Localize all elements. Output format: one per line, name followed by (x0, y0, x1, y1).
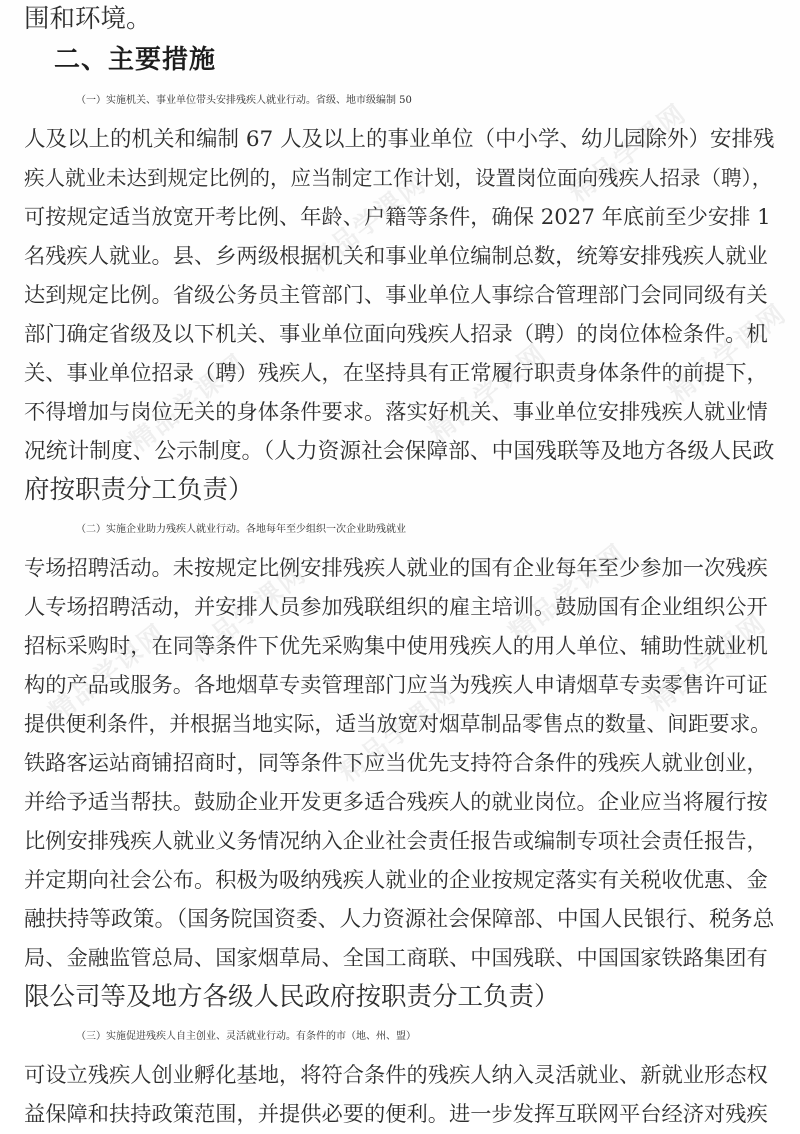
watermark-text: 精品学课网 (303, 168, 433, 279)
body-line: 人专场招聘活动，并安排人员参加残联组织的雇主培训。鼓励国有企业组织公开 (24, 595, 768, 620)
watermark-text: 精品学课网 (333, 678, 463, 789)
body-line: 招标采购时，在同等条件下优先采购集中使用残疾人的用人单位、辅助性就业机 (24, 634, 768, 659)
body-line: 疾人就业未达到规定比例的，应当制定工作计划，设置岗位面向残疾人招录（聘）， (24, 166, 773, 190)
body-line-clipped: 益保障和扶持政策范围，并提供必要的便利。进一步发挥互联网平台经济对残疾 (24, 1102, 768, 1127)
body-line: 专场招聘活动。未按规定比例安排残疾人就业的国有企业每年至少参加一次残疾 (24, 556, 768, 581)
body-line: 部门确定省级及以下机关、事业单位面向残疾人招录（聘）的岗位体检条件。机 (24, 322, 768, 347)
watermark-text: 精品学课网 (123, 348, 253, 459)
body-line: 并定期向社会公布。积极为吸纳残疾人就业的企业按规定落实有关税收优惠、金 (24, 868, 768, 893)
paragraph-opening-line: （三）实施促进残疾人自主创业、灵活就业行动。有条件的市（地、州、盟） (76, 1031, 416, 1042)
watermark-text: 精品学课网 (643, 608, 773, 719)
body-line: 府按职责分工负责） (24, 475, 254, 505)
watermark-text: 精品学课网 (183, 558, 313, 669)
body-line: 达到规定比例。省级公务员主管部门、事业单位人事综合管理部门会同同级有关 (24, 283, 768, 308)
paragraph-opening-line: （二）实施企业助力残疾人就业行动。各地每年至少组织一次企业助残就业 (76, 524, 406, 535)
watermark-text: 精品学课网 (423, 338, 553, 449)
body-line: 并给予适当帮扶。鼓励企业开发更多适合残疾人的就业岗位。企业应当将履行按 (24, 790, 768, 815)
body-line: 铁路客运站商铺招商时，同等条件下应当优先支持符合条件的残疾人就业创业， (24, 751, 768, 776)
body-line: 构的产品或服务。各地烟草专卖管理部门应当为残疾人申请烟草专卖零售许可证 (24, 673, 768, 698)
body-line: 况统计制度、公示制度。（人力资源社会保障部、中国残联等及地方各级人民政 (24, 439, 775, 464)
body-line: 比例安排残疾人就业义务情况纳入企业社会责任报告或编制专项社会责任报告， (24, 829, 768, 854)
body-line: 关、事业单位招录（聘）残疾人，在坚持具有正常履行职责身体条件的前提下， (24, 361, 768, 386)
body-line: 可按规定适当放宽开考比例、年龄、户籍等条件，确保 2027 年底前至少安排 1 (24, 205, 771, 230)
body-line: 局、金融监管总局、国家烟草局、全国工商联、中国残联、中国国家铁路集团有 (24, 946, 768, 971)
body-line: 融扶持等政策。（国务院国资委、人力资源社会保障部、中国人民银行、税务总 (24, 907, 775, 932)
body-line: 名残疾人就业。县、乡两级根据机关和事业单位编制总数，统筹安排残疾人就业 (24, 244, 768, 269)
section-heading: 二、主要措施 (54, 45, 217, 75)
body-line: 限公司等及地方各级人民政府按职责分工负责） (24, 982, 560, 1012)
watermark-text: 精品学课网 (663, 298, 793, 409)
paragraph-opening-line: （一）实施机关、事业单位带头安排残疾人就业行动。省级、地市级编制 50 (76, 95, 412, 106)
body-line: 提供便利条件，并根据当地实际，适当放宽对烟草制品零售点的数量、间距要求。 (24, 712, 772, 736)
watermark-text: 精品学课网 (563, 98, 693, 209)
watermark-text: 精品学课网 (43, 618, 173, 729)
watermark-text: 精品学课网 (503, 538, 633, 649)
body-line: 可设立残疾人创业孵化基地，将符合条件的残疾人纳入灵活就业、新就业形态权 (24, 1063, 768, 1088)
body-line: 人及以上的机关和编制 67 人及以上的事业单位（中小学、幼儿园除外）安排残 (24, 127, 775, 152)
body-line: 不得增加与岗位无关的身体条件要求。落实好机关、事业单位安排残疾人就业情 (24, 400, 768, 425)
body-line: 围和环境。 (24, 4, 152, 34)
